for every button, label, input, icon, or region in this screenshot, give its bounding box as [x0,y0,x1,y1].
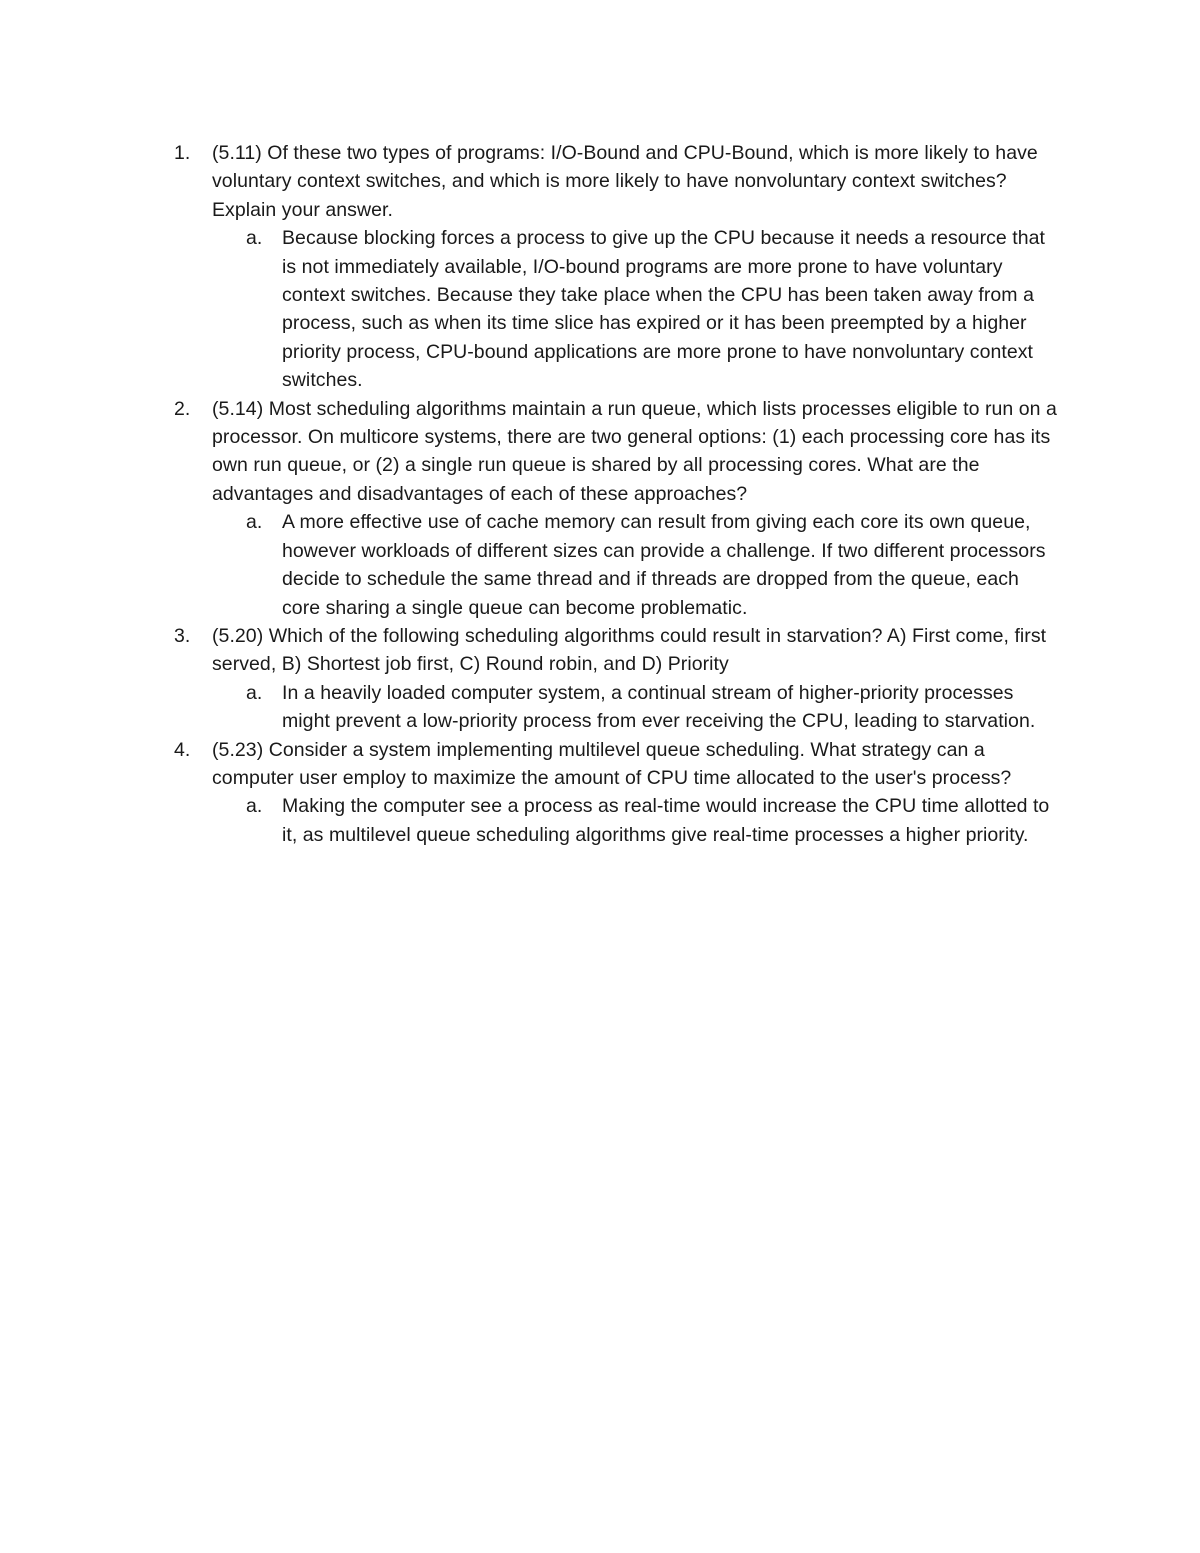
answer-letter: a. [246,795,263,818]
answer-text: A more effective use of cache memory can result from giving each core its own queue, however workloads of different sizes can provide a challenge. If two different processors decide to schedule the same thread and if threads are dropped from the queue, each core sharing a single queue can become problematic. [282,511,1046,619]
answer-letter: a. [246,511,263,534]
answer-letter: a. [246,227,263,250]
answer-list [212,508,1062,622]
answer-item [246,792,1062,849]
question-number: 3. [174,624,191,647]
answer-list [212,792,1062,849]
question-item-1 [174,139,1062,395]
answer-text: In a heavily loaded computer system, a continual stream of higher-priority processes might prevent a low-priority process from ever receiving the CPU, leading to starvation. [282,681,1036,733]
question-item-4 [174,736,1062,850]
answer-item [246,224,1062,394]
question-text: (5.14) Most scheduling algorithms maintain a run queue, which lists processes eligible to run on a processor. On multicore systems, there are two general options: (1) each processing core has its own run queue, or (2) a single run queue is shared by all processing cores. What are the advantages and disadvantages of each of these approaches? [212,397,1057,505]
question-number: 4. [174,738,191,761]
answer-text: Because blocking forces a process to give up the CPU because it needs a resource that is not immediately available, I/O-bound programs are more prone to have voluntary context switches. Because they take place when the CPU has been taken away from a process, such as when its time slice has expired or it has been preempted by a higher priority process, CPU-bound applications are more prone to have nonvoluntary context switches. [282,227,1046,392]
question-list [174,139,1062,849]
question-item-3 [174,622,1062,736]
answer-letter: a. [246,681,263,704]
answer-list [212,679,1062,736]
answer-text: Making the computer see a process as real-time would increase the CPU time allotted to it, as multilevel queue scheduling algorithms give real-time processes a higher priority. [282,795,1050,846]
question-number: 1. [174,142,191,164]
question-number: 2. [174,397,191,420]
question-text: (5.20) Which of the following scheduling algorithms could result in starvation? A) First come, first served, B) Shortest job first, C) Round robin, and D) Priority [212,624,1047,676]
answer-item [246,679,1062,736]
answer-item [246,508,1062,622]
question-text: (5.23) Consider a system implementing multilevel queue scheduling. What strategy can a computer user employ to maximize the amount of CPU time allocated to the user's process? [212,738,1012,789]
question-text: (5.11) Of these two types of programs: I/O-Bound and CPU-Bound, which is more likely to have voluntary context switches, and which is more likely to have nonvoluntary context switches? Explain your answer. [212,142,1038,221]
question-item-2 [174,395,1062,622]
answer-list [212,224,1062,394]
